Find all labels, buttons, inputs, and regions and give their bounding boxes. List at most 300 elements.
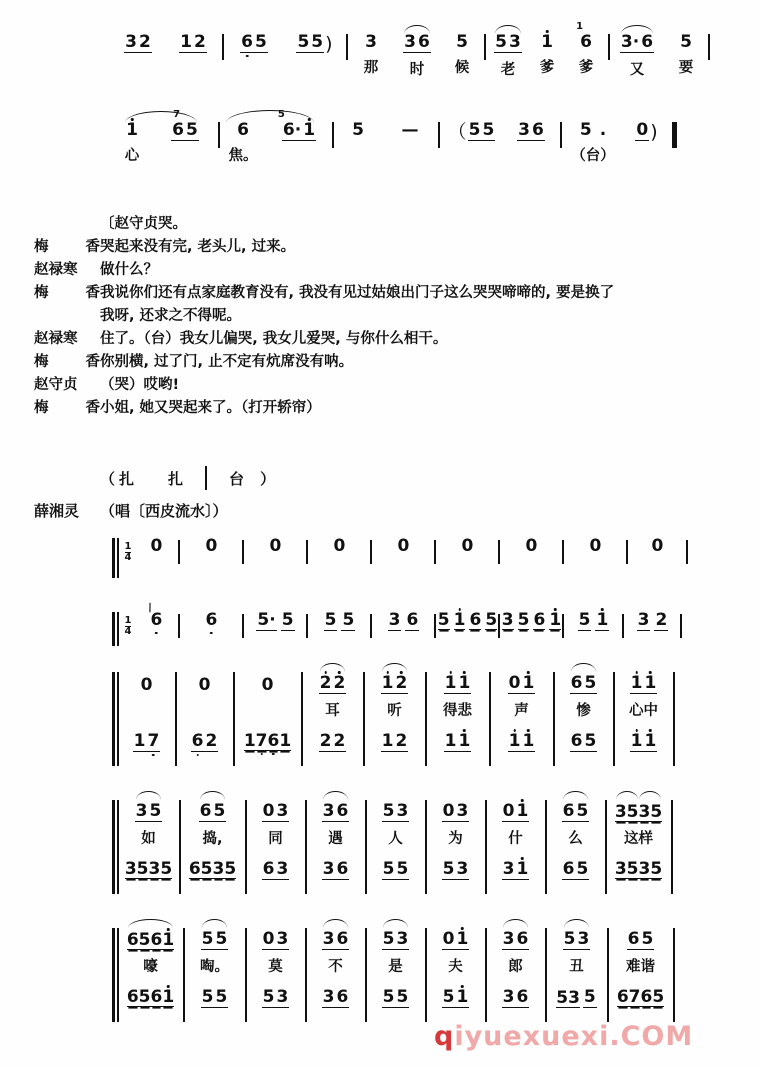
measure: [628, 538, 686, 555]
note-cell: [229, 122, 258, 164]
speaker-name: [34, 351, 100, 373]
lower-note: 7: [255, 731, 268, 751]
note: 1: [522, 673, 535, 693]
lyric: 难谐: [626, 959, 655, 975]
speaker-name: [34, 282, 100, 304]
lower-note: 5: [136, 859, 149, 879]
percussion-syllable: 台: [229, 469, 245, 488]
note: 1: [516, 801, 529, 821]
note: 1: [126, 120, 138, 140]
measure: [235, 672, 301, 766]
note: 3: [135, 801, 148, 821]
lower-note: 5: [224, 859, 237, 879]
dialogue-text: 小姐, 她又哭起来了。（打开轿帘）: [100, 400, 321, 416]
grace-note: 7: [173, 109, 181, 120]
note: 6: [580, 32, 592, 52]
note: 3: [404, 32, 416, 52]
note: 5: [456, 32, 468, 52]
lyric: 要: [678, 60, 694, 76]
measure-group: [247, 800, 307, 894]
speaker-char: 香: [85, 285, 100, 301]
dot-extender: .: [599, 120, 607, 140]
top-stave-line-1: [112, 21, 710, 98]
measure-group: [615, 672, 675, 766]
measure: [367, 800, 425, 894]
note: 3: [501, 610, 514, 630]
lower-note: 1: [444, 731, 457, 751]
time-sig-numerator: 1: [124, 615, 132, 626]
paren-open: （: [100, 469, 116, 488]
speaker-name: 赵守贞: [34, 377, 78, 393]
dialogue-row: [34, 236, 724, 258]
note-cell: [403, 34, 431, 78]
measure: [348, 34, 394, 76]
lower-note: 1: [133, 731, 146, 751]
repeat-end-barline: [670, 122, 677, 148]
barline: [673, 928, 675, 1022]
speaker-char: 梅: [34, 285, 49, 301]
measure-group: [235, 672, 303, 766]
time-signature: [125, 616, 132, 639]
thin-barline: [117, 538, 119, 578]
measure: [427, 800, 485, 894]
lower-note: 3: [322, 987, 335, 1007]
lower-note: 6: [126, 987, 139, 1007]
note: 6·: [282, 120, 302, 140]
note: 1: [162, 930, 175, 950]
lower-note: 5: [382, 859, 395, 879]
lower-note: 5: [200, 859, 213, 879]
note: 6: [199, 801, 212, 821]
note: 5: [578, 610, 591, 630]
measure: [564, 612, 622, 631]
note: 6: [469, 610, 482, 630]
singer-cue-row: [34, 500, 228, 521]
thick-barline: [112, 672, 115, 766]
note: 5: [626, 802, 639, 822]
lyric: 得悲: [443, 703, 472, 719]
measure: [555, 672, 613, 766]
note: 6: [237, 120, 249, 140]
measure: [247, 928, 305, 1022]
measure: [562, 122, 624, 164]
note: 5: [201, 929, 214, 949]
lower-note: 5: [201, 987, 214, 1007]
lower-note: 1: [381, 731, 394, 751]
rest-note: 0: [333, 536, 346, 556]
lower-note: 1: [162, 987, 175, 1007]
measure-group: [487, 800, 547, 894]
note: 6: [336, 801, 349, 821]
note: 5: [517, 610, 530, 630]
lyric: 么: [568, 831, 583, 847]
note: 5: [311, 32, 324, 52]
lower-note: 6: [516, 987, 529, 1007]
time-sig-denominator: 4: [124, 626, 132, 637]
speaker-name: [34, 236, 100, 258]
note-cell: [277, 109, 316, 141]
rest-note: 0: [589, 536, 602, 556]
lower-note: 3: [614, 859, 627, 879]
watermark-text-primary: q: [434, 1021, 455, 1052]
measure: [220, 122, 266, 164]
slur: [200, 791, 226, 800]
note: 3: [276, 801, 289, 821]
note: 5: [650, 802, 663, 822]
rest-note: 0: [205, 536, 218, 556]
note: 0: [636, 120, 649, 140]
note: 5: [584, 673, 597, 693]
note-cell: [494, 34, 522, 78]
note: 6: [406, 610, 419, 630]
note: 6: [241, 32, 253, 52]
measure-group: [607, 800, 673, 894]
measure: [372, 538, 434, 555]
note: 5: [213, 801, 226, 821]
stave-3: [112, 672, 675, 766]
measure-group: [427, 928, 487, 1022]
note: 5: [579, 120, 592, 140]
lower-note: 3: [148, 859, 161, 879]
lower-note: 3: [276, 987, 289, 1007]
time-signature: [125, 542, 132, 565]
time-sig-denominator: 4: [124, 552, 132, 563]
note-cell: [171, 109, 199, 141]
slur: [323, 919, 349, 928]
note: 1: [456, 929, 469, 949]
measure-group: [555, 672, 615, 766]
rest-note: 0: [461, 536, 474, 556]
note-cell: [179, 34, 207, 53]
dialogue-row: [34, 351, 724, 373]
lyric: 时: [409, 62, 425, 78]
note: 0: [502, 801, 515, 821]
note-cell: [635, 122, 658, 141]
note: 3: [518, 120, 530, 140]
note: 3: [388, 610, 401, 630]
lower-note: 3: [638, 859, 651, 879]
measure: [134, 600, 178, 630]
lyric: 心中: [629, 703, 658, 719]
measure: [609, 928, 673, 1022]
slur: [383, 919, 409, 928]
lower-note: 5: [442, 987, 455, 1007]
measure-group: [365, 672, 427, 766]
measure: [266, 109, 332, 141]
measure: [427, 928, 485, 1022]
note: 5: [149, 801, 162, 821]
measure: [308, 612, 370, 631]
lower-note: 3: [322, 859, 335, 879]
lower-note: 6: [262, 859, 275, 879]
percussion-line: [100, 466, 275, 490]
lower-note: 5: [160, 859, 173, 879]
lyric: 爹: [578, 60, 594, 76]
lower-note: 5: [382, 987, 395, 1007]
note: 1: [596, 610, 609, 630]
measure: [164, 34, 222, 53]
note: 0: [508, 673, 521, 693]
note: 3: [637, 610, 650, 630]
measure-group: [367, 928, 427, 1022]
lower-note: 1: [516, 859, 529, 879]
note: 5: [297, 32, 310, 52]
lower-note: 5: [626, 859, 639, 879]
dialogue-row: [34, 397, 724, 419]
note: 1: [458, 673, 471, 693]
note: 5: [382, 801, 395, 821]
note: 6: [126, 930, 139, 950]
slur: [571, 663, 597, 672]
measure: [284, 34, 346, 53]
dialogue-row: [34, 259, 724, 281]
lower-note: 2: [205, 731, 218, 751]
lyric: 如: [141, 831, 156, 847]
measure-group: [185, 928, 247, 1022]
lyric: 心: [124, 148, 140, 164]
barline: [680, 614, 682, 638]
lyric: 夫: [448, 959, 463, 975]
measure-group: [119, 800, 181, 894]
measure-group: [119, 672, 177, 766]
paren-close: ): [325, 33, 333, 55]
measure: [134, 538, 178, 555]
note: 5: [281, 610, 294, 630]
note: 5: [563, 929, 576, 949]
measure: [440, 34, 484, 76]
lyric: 丑: [569, 959, 584, 975]
lyric: 嚎: [143, 959, 158, 975]
speaker-name: 赵禄寒: [34, 331, 78, 347]
measure-group: [547, 928, 609, 1022]
lower-note: 3: [276, 859, 289, 879]
lyric: 不: [328, 959, 343, 975]
lower-note: 1: [508, 731, 521, 751]
watermark-text-secondary: iyuexuexi.COM: [454, 1021, 694, 1052]
lyric: 爹: [539, 60, 555, 76]
measure: [180, 612, 242, 629]
barline: [673, 672, 675, 766]
slur: [564, 919, 590, 928]
note: 3: [509, 32, 521, 52]
note: 6: [516, 929, 529, 949]
note: 6: [562, 801, 575, 821]
lower-note: 5: [442, 859, 455, 879]
dialogue-text: 住了。（台）我女儿偏哭, 我女儿爱哭, 与你什么相干。: [100, 331, 448, 347]
note-cell: [576, 21, 594, 76]
measure: [564, 21, 608, 76]
lyric: 又: [629, 62, 645, 78]
note-cell: [540, 34, 555, 76]
lyric: 那: [363, 60, 379, 76]
measure: [152, 109, 218, 141]
note: 3: [125, 32, 137, 52]
speaker-name: [34, 397, 100, 419]
note-cell: [125, 122, 140, 164]
note: 3: [638, 802, 651, 822]
measure-group: [427, 800, 487, 894]
note-cell: [517, 122, 545, 141]
paren-close: ）: [260, 469, 276, 488]
lyric: 同: [268, 831, 283, 847]
lower-note: 2: [319, 731, 332, 751]
lower-note: 5: [215, 987, 228, 1007]
dialogue-text: 我说你们还有点家庭教育没有, 我没有见过姑娘出门子这么哭哭啼啼的, 要是换了: [100, 285, 615, 301]
measure: [500, 612, 562, 630]
lyric: 莫: [268, 959, 283, 975]
note: 5: [215, 929, 228, 949]
stave-4: [112, 800, 673, 894]
lower-note: 3: [502, 987, 515, 1007]
rest-note: 0: [525, 536, 538, 556]
lyric: 听: [387, 703, 402, 719]
lower-note: 5: [576, 859, 589, 879]
rest-note: 0: [261, 675, 274, 695]
measure: [607, 800, 671, 894]
lower-note: 1: [456, 987, 469, 1007]
measure: [487, 928, 545, 1022]
measure: [119, 800, 179, 894]
lyric: 这样: [624, 831, 653, 847]
thick-barline: [112, 538, 115, 578]
measure: [610, 34, 664, 78]
note: 1: [644, 673, 657, 693]
note: 1: [541, 32, 553, 52]
lower-note: 3: [568, 988, 580, 1008]
rest-note: 0: [140, 675, 153, 695]
speaker-char: 梅: [34, 400, 49, 416]
lower-note: 7: [147, 731, 160, 751]
note: 5: [576, 801, 589, 821]
stave-5: [112, 928, 675, 1022]
dialogue-text: 哭起来没有完, 老头儿, 过来。: [100, 239, 296, 255]
measure: [365, 672, 425, 766]
lower-note: 6: [191, 731, 204, 751]
measure-group: [491, 672, 555, 766]
note: 5: [495, 32, 507, 52]
lower-note: 5: [652, 987, 665, 1007]
measure: [367, 928, 425, 1022]
note: 5: [680, 32, 692, 52]
measure: [427, 672, 489, 766]
note-cell: [447, 122, 496, 141]
measure: [119, 928, 183, 1022]
note: 6: [533, 610, 546, 630]
slur: [616, 791, 638, 800]
lower-note: 6: [562, 859, 575, 879]
note: 3: [502, 929, 515, 949]
lower-note: 5: [556, 988, 569, 1008]
note: 3: [276, 929, 289, 949]
note: 6: [172, 120, 184, 140]
lower-note: 6: [188, 859, 201, 879]
lyric: 遇: [328, 831, 343, 847]
note: 3: [456, 801, 469, 821]
site-watermark: [434, 1021, 693, 1052]
time-sig-numerator: 1: [124, 541, 132, 552]
note: 2: [319, 673, 332, 693]
measure: [394, 34, 440, 78]
note: 5: [482, 120, 495, 140]
dash-note: —: [401, 120, 419, 140]
note: 1: [180, 32, 192, 52]
dialogue-text: 我呀, 还求之不得呢。: [100, 308, 242, 324]
singer-cue: （唱〔西皮流水〕）: [100, 502, 228, 520]
slur: [128, 919, 173, 928]
dialogue-row: [34, 374, 724, 396]
rest-note: 0: [651, 536, 664, 556]
measure: [244, 538, 306, 555]
lower-note: 2: [333, 731, 346, 751]
note: 3: [396, 801, 409, 821]
lower-note: 3: [502, 859, 515, 879]
rest-note: 0: [198, 675, 211, 695]
lyric: 惨: [576, 703, 591, 719]
thin-barline: [117, 612, 119, 646]
note: 6: [336, 929, 349, 949]
measure: [530, 34, 564, 76]
lower-note: 1: [279, 731, 292, 751]
note: 0: [442, 801, 455, 821]
measure-group: [247, 928, 307, 1022]
note-cell: [679, 34, 694, 76]
note-cell: [620, 34, 654, 78]
barline: [205, 466, 207, 490]
note: 5: [255, 32, 267, 52]
slur: [323, 791, 349, 800]
note: 2: [194, 32, 206, 52]
lower-note: 5: [584, 731, 597, 751]
measure: [180, 538, 242, 555]
measure: [615, 672, 673, 766]
note: 5·: [257, 610, 276, 630]
note: 1: [453, 610, 466, 630]
measure: [500, 538, 562, 555]
measure: [247, 800, 305, 894]
lyric: 耳: [325, 703, 340, 719]
stage-direction-row: [34, 213, 724, 235]
speaker-char: 梅: [34, 354, 49, 370]
thick-barline: [112, 612, 115, 646]
note: 6: [570, 673, 583, 693]
note: 5: [468, 120, 481, 140]
speaker-char: 梅: [34, 239, 49, 255]
measure: [181, 800, 245, 894]
lower-note: 6: [616, 987, 629, 1007]
slur: [202, 919, 228, 928]
paren-open: （: [447, 121, 467, 143]
note-cell: [571, 122, 615, 164]
note: 3: [614, 802, 627, 822]
note-cell: [124, 34, 152, 53]
measure: [224, 34, 284, 53]
measure: [502, 122, 560, 141]
measure: [486, 34, 530, 78]
note: 5: [186, 120, 198, 140]
slur: [136, 791, 162, 800]
lyric: 人: [388, 831, 403, 847]
measure: [119, 672, 175, 766]
measure: [564, 538, 626, 555]
lower-note: 3: [124, 859, 137, 879]
note: 0: [262, 801, 275, 821]
percussion-syllable: 扎: [119, 469, 135, 488]
lower-note: 6: [267, 731, 280, 751]
note: 0: [442, 929, 455, 949]
note: 1: [381, 673, 394, 693]
note: 5: [342, 610, 355, 630]
measure: [440, 122, 502, 141]
